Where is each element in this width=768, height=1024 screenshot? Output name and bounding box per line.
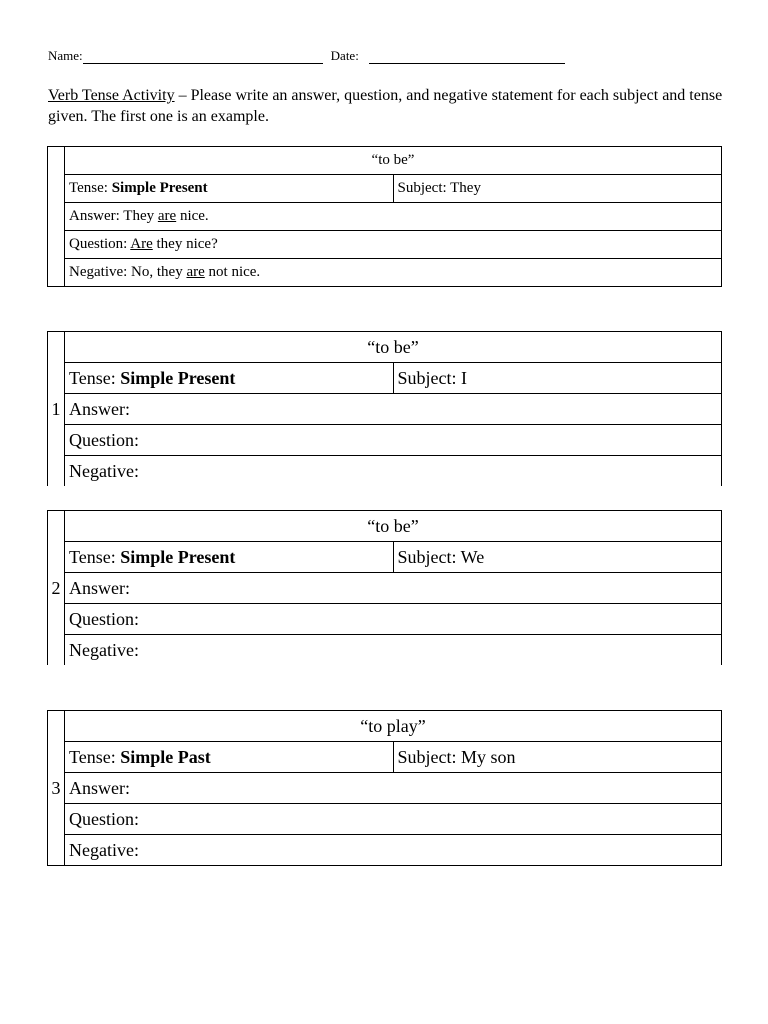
tense-label: Tense: [69, 367, 121, 388]
item-number: 1 [48, 332, 65, 487]
subject-cell: Subject: They [393, 175, 722, 203]
tense-label: Tense: [69, 546, 121, 567]
tense-value: Simple Present [111, 180, 208, 196]
tense-cell [65, 175, 394, 203]
question-cell[interactable]: Question: [65, 425, 722, 456]
tense-cell [65, 542, 394, 573]
negative-cell[interactable]: Negative: [65, 835, 722, 866]
date-field[interactable] [369, 49, 565, 64]
name-label: Name: [48, 48, 83, 63]
exercise-table-2 [47, 510, 722, 665]
question-text: Question: [69, 236, 131, 252]
tense-cell [65, 363, 394, 394]
tense-value: Simple Past [120, 746, 211, 767]
exercise-table-3 [47, 710, 722, 866]
subject-cell: Subject: My son [393, 742, 722, 773]
verb-cell: “to be” [65, 511, 722, 542]
tense-label: Tense: [69, 180, 112, 196]
item-number: 3 [48, 711, 65, 866]
verb-cell: “to be” [65, 332, 722, 363]
answer-cell[interactable]: Answer: [65, 394, 722, 425]
negative-cell [65, 259, 722, 287]
tense-value: Simple Present [120, 546, 236, 567]
verb-cell: “to play” [65, 711, 722, 742]
negative-rest: not nice. [204, 264, 261, 280]
row-number-cell [48, 147, 65, 287]
instructions-text: – Please write an answer, question, and negative statement for each subject and tense given. The first one is an example. [48, 87, 723, 125]
question-cell[interactable]: Question: [65, 604, 722, 635]
verb-cell: “to be” [65, 147, 722, 175]
exercise-table-1 [47, 331, 722, 486]
example-table [47, 146, 722, 287]
negative-cell[interactable]: Negative: [65, 635, 722, 666]
answer-rest: nice. [176, 208, 209, 224]
answer-cell[interactable]: Answer: [65, 573, 722, 604]
answer-cell [65, 203, 722, 231]
name-field[interactable] [83, 49, 323, 64]
item-number: 2 [48, 511, 65, 666]
negative-cell[interactable]: Negative: [65, 456, 722, 487]
tense-cell [65, 742, 394, 773]
subject-cell: Subject: We [393, 542, 722, 573]
negative-verb: are [186, 264, 205, 280]
negative-text: Negative: No, they [69, 264, 187, 280]
tense-label: Tense: [69, 746, 121, 767]
question-verb: Are [130, 236, 153, 252]
question-cell[interactable]: Question: [65, 804, 722, 835]
answer-cell[interactable]: Answer: [65, 773, 722, 804]
tense-value: Simple Present [120, 367, 236, 388]
activity-title: Verb Tense Activity [48, 87, 175, 104]
answer-verb: are [157, 208, 177, 224]
subject-cell: Subject: I [393, 363, 722, 394]
answer-text: Answer: They [69, 208, 158, 224]
name-date-line [48, 48, 565, 64]
question-cell [65, 231, 722, 259]
instructions [48, 85, 728, 127]
date-label: Date: [330, 48, 359, 63]
question-rest: they nice? [152, 236, 218, 252]
